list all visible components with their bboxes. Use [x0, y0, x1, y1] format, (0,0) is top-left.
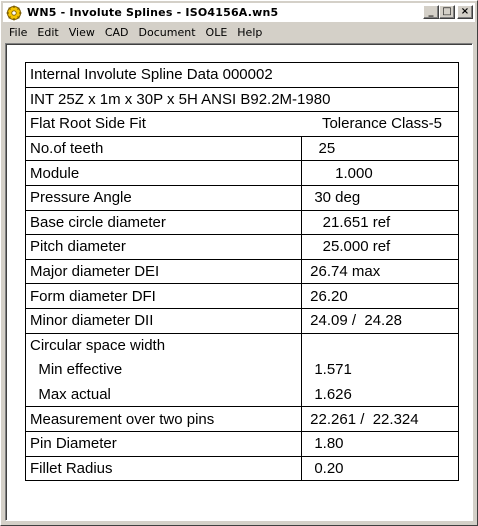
tolerance-class: Tolerance Class-5 — [321, 115, 442, 133]
table-row — [26, 456, 459, 481]
window-controls — [423, 5, 473, 19]
table-row — [26, 235, 459, 260]
table-row — [26, 259, 459, 284]
fit-cell — [26, 112, 459, 137]
row-value: 1.80 — [302, 431, 459, 456]
fit-split — [30, 115, 458, 132]
menu-document[interactable]: Document — [138, 26, 196, 39]
table-row — [26, 185, 459, 210]
menu-help[interactable]: Help — [237, 26, 263, 39]
row-label: No.of teeth — [26, 136, 302, 161]
table-row — [26, 431, 459, 456]
row-value: 21.651 ref — [302, 210, 459, 235]
max-actual-value: 1.626 — [302, 382, 459, 407]
close-icon: × — [460, 6, 470, 17]
row-label: Base circle diameter — [26, 210, 302, 235]
table-row-header — [26, 63, 459, 88]
table-row — [26, 136, 459, 161]
row-value: 26.20 — [302, 284, 459, 309]
max-actual-label: Max actual — [26, 382, 302, 407]
spline-designation: INT 25Z x 1m x 30P x 5H ANSI B92.2M-1980 — [26, 87, 459, 112]
min-effective-label: Min effective — [26, 358, 302, 383]
row-label: Module — [26, 161, 302, 186]
fit-type: Flat Root Side Fit — [30, 115, 146, 133]
row-value: 1.000 — [302, 161, 459, 186]
table-row — [26, 407, 459, 432]
close-button[interactable] — [457, 5, 473, 19]
row-value: 25 — [302, 136, 459, 161]
row-label: Measurement over two pins — [26, 407, 302, 432]
row-label: Form diameter DFI — [26, 284, 302, 309]
table-row-circular — [26, 333, 459, 358]
circular-label: Circular space width — [26, 333, 302, 358]
row-value: 25.000 ref — [302, 235, 459, 260]
menu-edit[interactable]: Edit — [37, 26, 59, 39]
circular-blank — [302, 333, 459, 358]
menu-file[interactable]: File — [9, 26, 28, 39]
table-row — [26, 284, 459, 309]
table-row-circular-min — [26, 358, 459, 383]
menu-view[interactable]: View — [68, 26, 95, 39]
spline-data-table — [25, 62, 459, 481]
min-effective-value: 1.571 — [302, 358, 459, 383]
row-label: Pitch diameter — [26, 235, 302, 260]
menu-ole[interactable]: OLE — [205, 26, 228, 39]
menu-bar — [3, 23, 475, 42]
sheet-header: Internal Involute Spline Data 000002 — [26, 63, 459, 88]
table-row — [26, 308, 459, 333]
title-bar[interactable] — [3, 3, 475, 22]
row-label: Fillet Radius — [26, 456, 302, 481]
row-label: Pressure Angle — [26, 185, 302, 210]
row-value: 24.09 / 24.28 — [302, 308, 459, 333]
window-title: WN5 - Involute Splines - ISO4156A.wn5 — [27, 6, 279, 19]
table-row-fit — [26, 112, 459, 137]
app-logo-icon — [6, 5, 22, 21]
row-label: Pin Diameter — [26, 431, 302, 456]
menu-cad[interactable]: CAD — [104, 26, 129, 39]
maximize-icon: □ — [442, 6, 452, 17]
row-label: Minor diameter DII — [26, 308, 302, 333]
maximize-button[interactable] — [439, 5, 455, 19]
row-value: 30 deg — [302, 185, 459, 210]
minimize-icon: _ — [428, 6, 434, 17]
row-value: 26.74 max — [302, 259, 459, 284]
table-row-designation — [26, 87, 459, 112]
row-label: Major diameter DEI — [26, 259, 302, 284]
document-area[interactable] — [5, 43, 473, 521]
row-value: 22.261 / 22.324 — [302, 407, 459, 432]
row-value: 0.20 — [302, 456, 459, 481]
table-row — [26, 161, 459, 186]
table-row-circular-max — [26, 382, 459, 407]
table-row — [26, 210, 459, 235]
minimize-button[interactable] — [423, 5, 439, 19]
